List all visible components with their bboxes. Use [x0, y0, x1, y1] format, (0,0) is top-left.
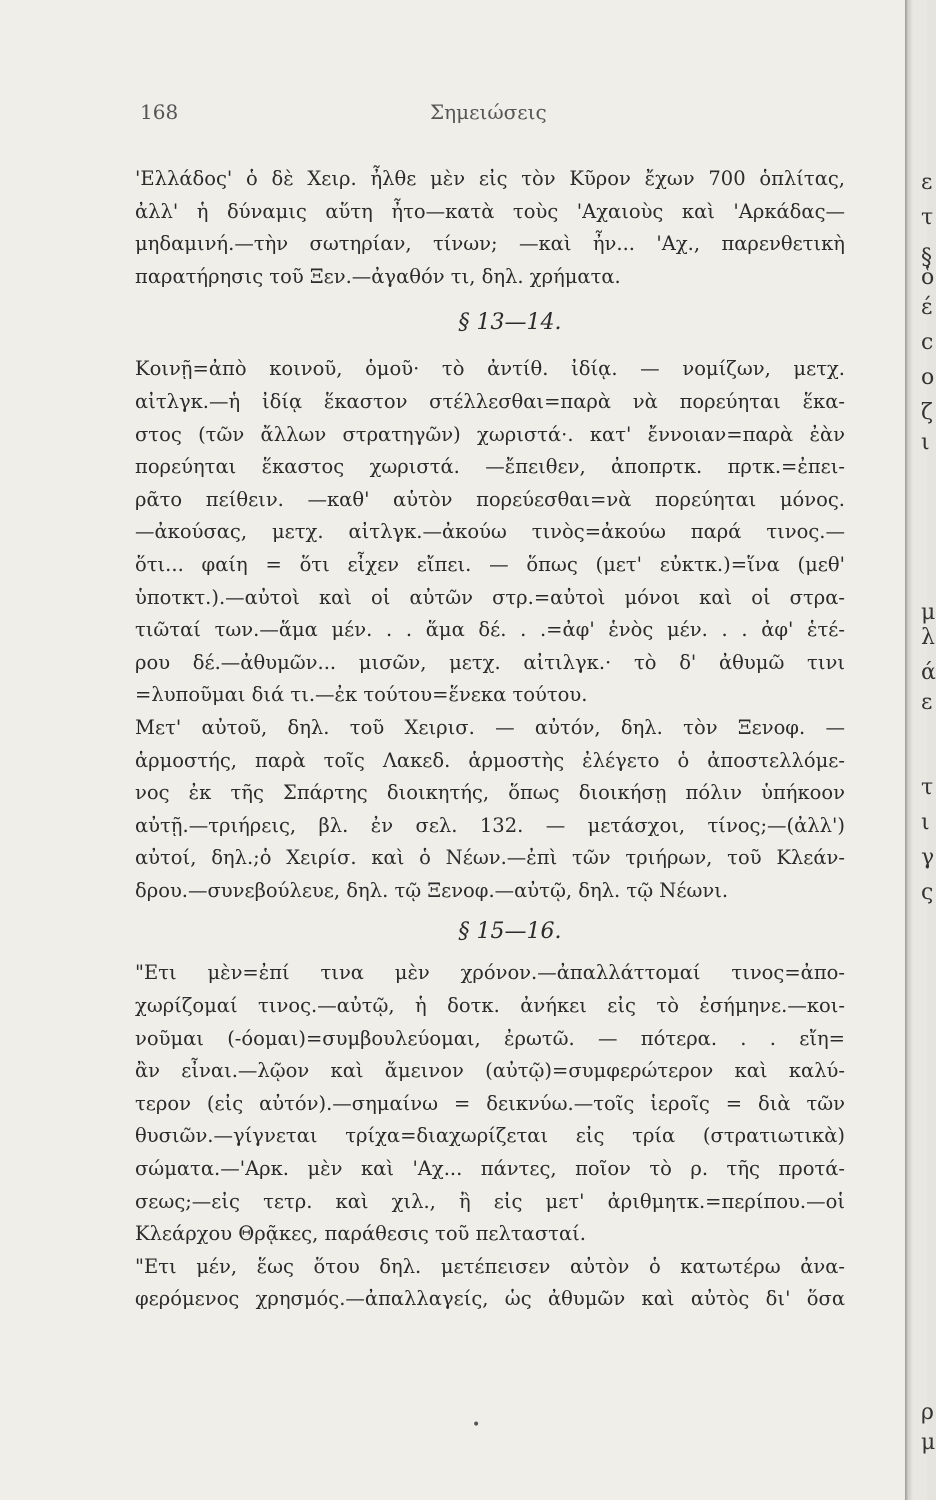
- notes-body: [135, 163, 845, 1316]
- text-line: σώματα.—'Αρκ. μὲν καὶ 'Αχ... πάντες, ποῖον τὸ ρ. τῆς προτά-: [135, 1157, 845, 1181]
- edge-glyph: τ: [921, 205, 934, 230]
- text-line: αὐτῇ.—τριήρεις, βλ. ἐν σελ. 132. — μετάσχοι, τίνος;—(ἀλλ'): [135, 813, 845, 837]
- text-line: "Ετι μέν, ἕως ὅτου δηλ. μετέπεισεν αὐτὸν ὁ κατωτέρω ἀνα-: [135, 1254, 845, 1278]
- edge-glyph: ρ: [921, 1400, 934, 1425]
- text-line: στος (τῶν ἄλλων στρατηγῶν) χωριστά·. κατ' ἔννοιαν=παρὰ ἐὰν: [135, 422, 845, 446]
- edge-glyph: ά: [921, 660, 936, 685]
- edge-glyph: o: [921, 365, 935, 390]
- edge-glyph: ε: [921, 170, 933, 195]
- text-line: "Ετι μὲν=ἐπί τινα μὲν χρόνον.—ἀπαλλάττομαί τινος=ἀπο-: [135, 961, 845, 985]
- text-line: αἰτλγκ.—ἡ ἰδίᾳ ἕκαστον στέλλεσθαι=παρὰ νὰ πορεύηται ἕκα-: [135, 389, 845, 413]
- edge-glyph: γ: [921, 845, 935, 870]
- running-header: [0, 100, 905, 130]
- text-line: ρου δέ.—ἀθυμῶν... μισῶν, μετχ. αἰτιλγκ.· τὸ δ' ἀθυμῶ τινι: [135, 650, 845, 674]
- text-line: —ἀκούσας, μετχ. αἰτλγκ.—ἀκούω τινὸς=ἀκούω παρά τινος.—: [135, 520, 845, 544]
- text-line: δρου.—συνεβούλευε, δηλ. τῷ Ξενοφ.—αὐτῷ, δηλ. τῷ Νέωνι.: [135, 878, 729, 902]
- text-line: ἂν εἶναι.—λῷον καὶ ἄμεινον (αὐτῷ)=συμφερώτερον καὶ καλύ-: [135, 1059, 845, 1083]
- edge-glyph: τ: [921, 775, 934, 800]
- text-line: ἁρμοστής, παρὰ τοῖς Λακεδ. ἁρμοστὴς ἐλέγετο ὁ ἀποστελλόμε-: [135, 748, 845, 772]
- text-line: φερόμενος χρησμός.—ἀπαλλαγείς, ὡς ἀθυμῶν καὶ αὐτὸς δι' ὅσα: [135, 1287, 845, 1311]
- text-line: Μετ' αὐτοῦ, δηλ. τοῦ Χειρισ. — αὐτόν, δηλ. τὸν Ξενοφ. —: [135, 715, 845, 739]
- text-line: ρᾶτο πείθειν. —καθ' αὑτὸν πορεύεσθαι=νὰ πορεύηται μόνος.: [135, 487, 845, 511]
- text-line: νος ἐκ τῆς Σπάρτης διοικητής, ὅπως διοικήσῃ πόλιν ὑπήκοον: [135, 781, 845, 805]
- edge-glyph: ι: [921, 810, 930, 835]
- edge-glyph: ς: [921, 880, 934, 905]
- text-line: τερον (εἰς αὐτόν).—σημαίνω = δεικνύω.—τοῖς ἱεροῖς = διὰ τῶν: [135, 1091, 845, 1115]
- edge-glyph: μ: [921, 1430, 936, 1455]
- text-line: τιῶταί των.—ἅμα μέν. . . ἅμα δέ. . .=ἀφ' ἑνὸς μέν. . . ἀφ' ἑτέ-: [135, 618, 845, 642]
- section-heading: § 13—14.: [458, 310, 562, 336]
- edge-glyph: λ: [921, 625, 935, 650]
- text-line: ὅτι... φαίη = ὅτι εἶχεν εἴπει. — ὅπως (μετ' εὐκτκ.)=ἵνα (μεθ': [135, 552, 845, 576]
- text-line: πορεύηται ἕκαστος χωριστά. —ἔπειθεν, ἀποπρτκ. πρτκ.=ἐπει-: [135, 455, 845, 479]
- text-line: ὑποτκτ.).—αὐτοὶ καὶ οἱ αὐτῶν στρ.=αὐτοὶ μόνοι καὶ οἱ στρα-: [135, 585, 845, 609]
- text-line: Κοινῇ=ἀπὸ κοινοῦ, ὁμοῦ· τὸ ἀντίθ. ἰδίᾳ. — νομίζων, μετχ.: [135, 357, 845, 381]
- text-line: μηδαμινή.—τὴν σωτηρίαν, τίνων; —καὶ ἦν... 'Αχ., παρενθετικὴ: [135, 232, 845, 256]
- running-title: Σημειώσεις: [430, 100, 547, 124]
- text-line: ἀλλ' ἡ δύναμις αὕτη ἦτο—κατὰ τοὺς 'Αχαιοὺς καὶ 'Αρκάδας—: [135, 199, 845, 223]
- edge-glyph: ε: [921, 690, 933, 715]
- text-line: παρατήρησις τοῦ Ξεν.—ἀγαθόν τι, δηλ. χρήματα.: [135, 264, 621, 288]
- section-heading: § 15—16.: [458, 919, 562, 945]
- edge-glyph: ζ: [921, 400, 933, 425]
- page-number: 168: [140, 100, 179, 124]
- text-line: νοῦμαι (-όομαι)=συμβουλεύομαι, ἐρωτῶ. — πότερα. . . εἴη=: [135, 1026, 845, 1050]
- footer-mark: •: [472, 1417, 481, 1433]
- text-line: =λυποῦμαι διά τι.—ἐκ τούτου=ἕνεκα τούτου.: [135, 683, 588, 707]
- text-line: χωρίζομαί τινος.—αὐτῷ, ἡ δοτκ. ἀνήκει εἰς τὸ ἐσήμηνε.—κοι-: [135, 994, 845, 1018]
- edge-glyph: έ: [921, 295, 933, 320]
- edge-glyph: μ: [921, 600, 936, 625]
- text-line: Κλεάρχου Θρᾷκες, παράθεσις τοῦ πελτασταί.: [135, 1222, 586, 1246]
- text-line: 'Ελλάδος' ὁ δὲ Χειρ. ἦλθε μὲν εἰς τὸν Κῦρον ἔχων 700 ὁπλίτας,: [135, 167, 845, 190]
- edge-glyph: ὁ: [921, 265, 935, 290]
- text-line: αὐτοί, δηλ.;ὁ Χειρίσ. καὶ ὁ Νέων.—ἐπὶ τῶν τριήρων, τοῦ Κλεάν-: [135, 846, 845, 870]
- edge-glyph: ι: [921, 430, 930, 455]
- edge-glyph: c: [921, 330, 934, 355]
- text-line: θυσιῶν.—γίγνεται τρίχα=διαχωρίζεται εἰς τρία (στρατιωτικὰ): [135, 1124, 845, 1148]
- edge-glyph: §: [921, 245, 932, 270]
- text-line: σεως;—εἰς τετρ. καὶ χιλ., ἢ εἰς μετ' ἀριθμητκ.=περίπου.—οἱ: [135, 1189, 845, 1213]
